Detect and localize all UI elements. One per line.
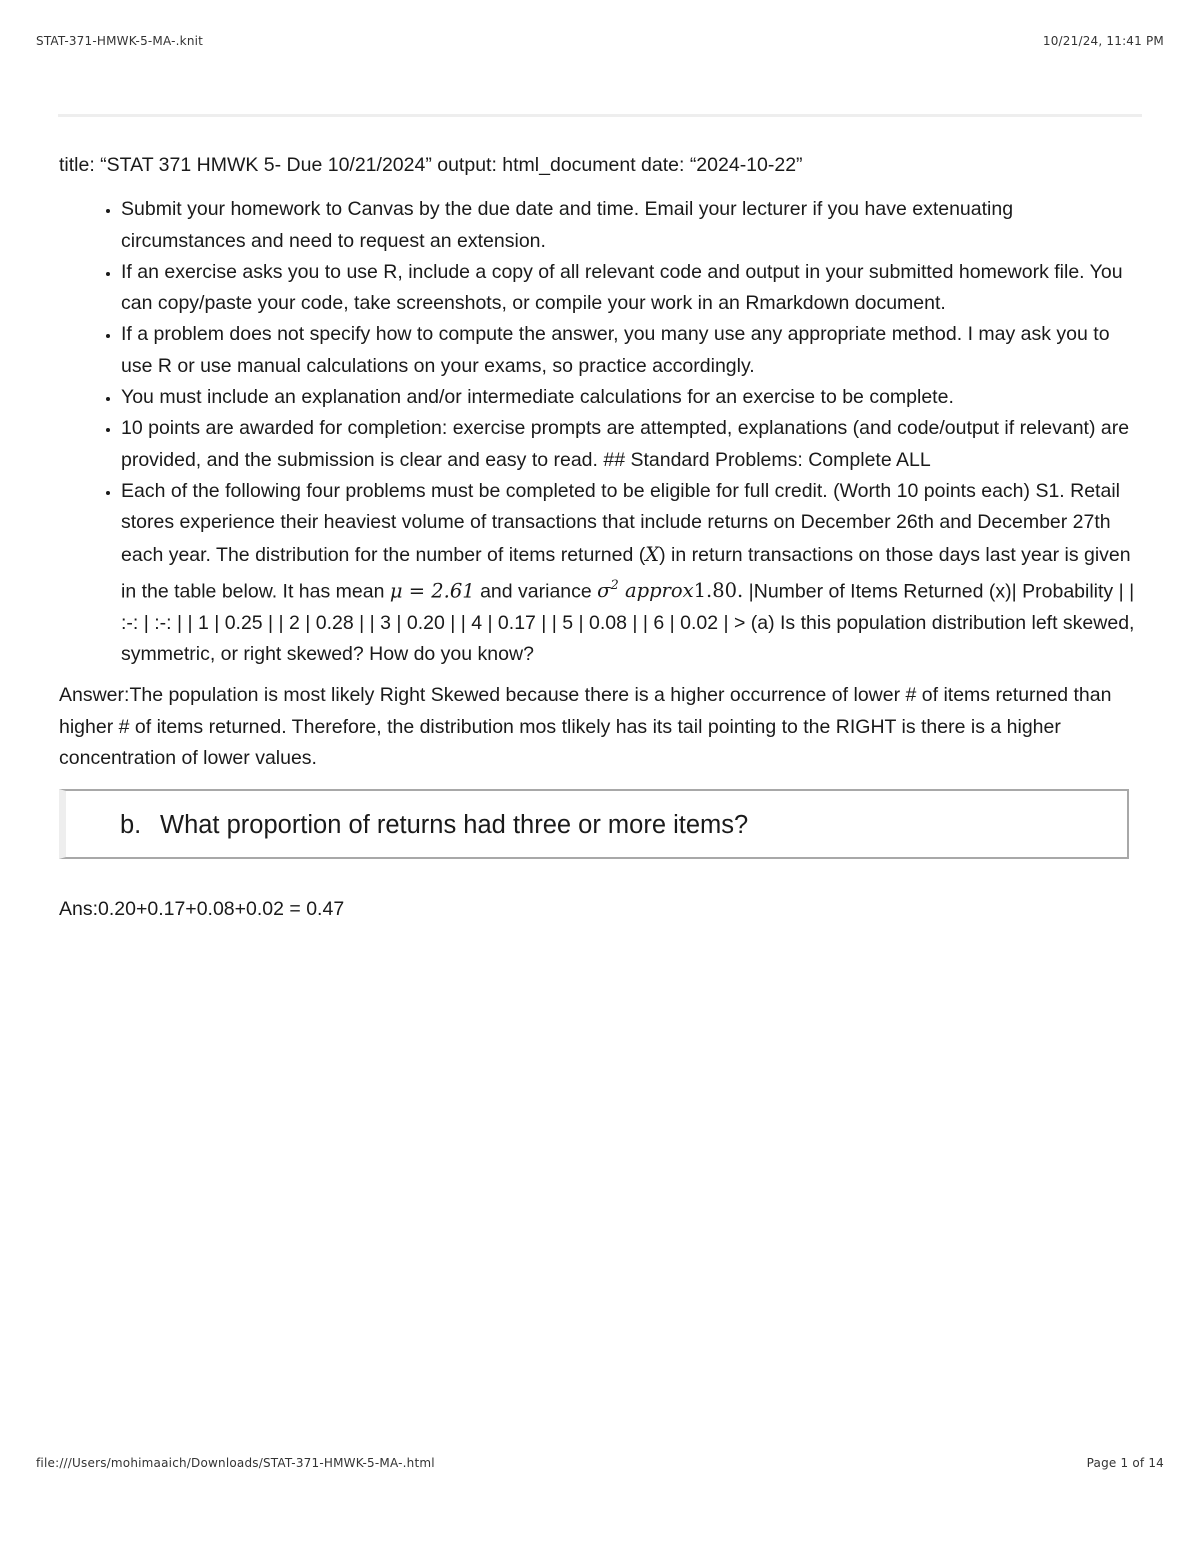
instructions-list (59, 194, 1143, 670)
document-body (59, 150, 1143, 925)
math-mean: μ = 2.61 (389, 579, 475, 603)
math-x: X (645, 542, 660, 566)
problem-text-part: ) in return transactions on those days last year is given in the table below. It has mean (121, 543, 1131, 603)
file-url: file:///Users/mohimaaich/Downloads/STAT-371-HMWK-5-MA-.html (36, 1456, 435, 1470)
list-item-problem-s1 (121, 476, 1143, 670)
answer-part-b: Ans:0.20+0.17+0.08+0.02 = 0.47 (59, 898, 345, 921)
document-filename: STAT-371-HMWK-5-MA-.knit (36, 34, 204, 48)
list-item: • Submit your homework to Canvas by the due date and time. Email your lecturer if you have extenuating circumstances and need to request an extension. (121, 194, 1143, 257)
math-variance (597, 579, 743, 602)
list-item: • If a problem does not specify how to compute the answer, you many use any appropriate method. I may ask you to use R or use manual calculations on your exams, so practice accordingly. (121, 319, 1143, 382)
question-text: What proportion of returns had three or more items? (160, 811, 749, 840)
problem-text-part: |Number of Items Returned (x)| Probability | | :-: | :-: | | 1 | 0.25 | | 2 | 0.28 | | 3 | 0.20 | | 4 | 0.17 | | 5 | 0.08 | | 6 | 0.02 | > (a) Is this population distribution left skewed, symmetric, or right skewed? How do you know? (121, 580, 1135, 665)
print-timestamp: 10/21/24, 11:41 PM (1042, 34, 1164, 48)
list-item: • You must include an explanation and/or intermediate calculations for an exercise to be complete. (121, 382, 1143, 413)
horizontal-divider (58, 114, 1142, 117)
answer-part-a: Answer:The population is most likely Right Skewed because there is a higher occurrence of lower # of items returned than higher # of items returned. Therefore, the distribution mos tlikely has its tail pointing to the RIGHT is there is a higher concentration of lower values. (59, 684, 1112, 769)
list-item: • 10 points are awarded for completion: exercise prompts are attempted, explanations (and code/output if relevant) are provided, and the submission is clear and easy to read. ## Standard Problems: Complete ALL (121, 413, 1143, 476)
yaml-metadata-line: title: “STAT 371 HMWK 5- Due 10/21/2024” output: html_document date: “2024-10-22” (59, 154, 803, 176)
math-exponent: 2 (610, 577, 619, 593)
blockquote-question-b (59, 789, 1129, 859)
list-item: • If an exercise asks you to use R, include a copy of all relevant code and output in your submitted homework file. You can copy/paste your code, take screenshots, or compile your work in an Rmarkdown document. (121, 257, 1143, 320)
page-number: Page 1 of 14 (1086, 1456, 1164, 1470)
problem-text-part: and variance (474, 580, 598, 603)
math-variance-value: 1.80. (693, 579, 744, 603)
math-approx: approx (618, 579, 694, 603)
question-marker: b. (120, 811, 142, 840)
math-sigma: σ (597, 579, 611, 603)
question-b-heading (120, 810, 748, 840)
problem-text-part: Each of the following four problems must be completed to be eligible for full credit. (Worth 10 points each) S1. Retail stores experience their heaviest volume of transactions that include returns on December 26th and December 27th each year. The distribution for the number of items returned ( (121, 479, 1120, 566)
